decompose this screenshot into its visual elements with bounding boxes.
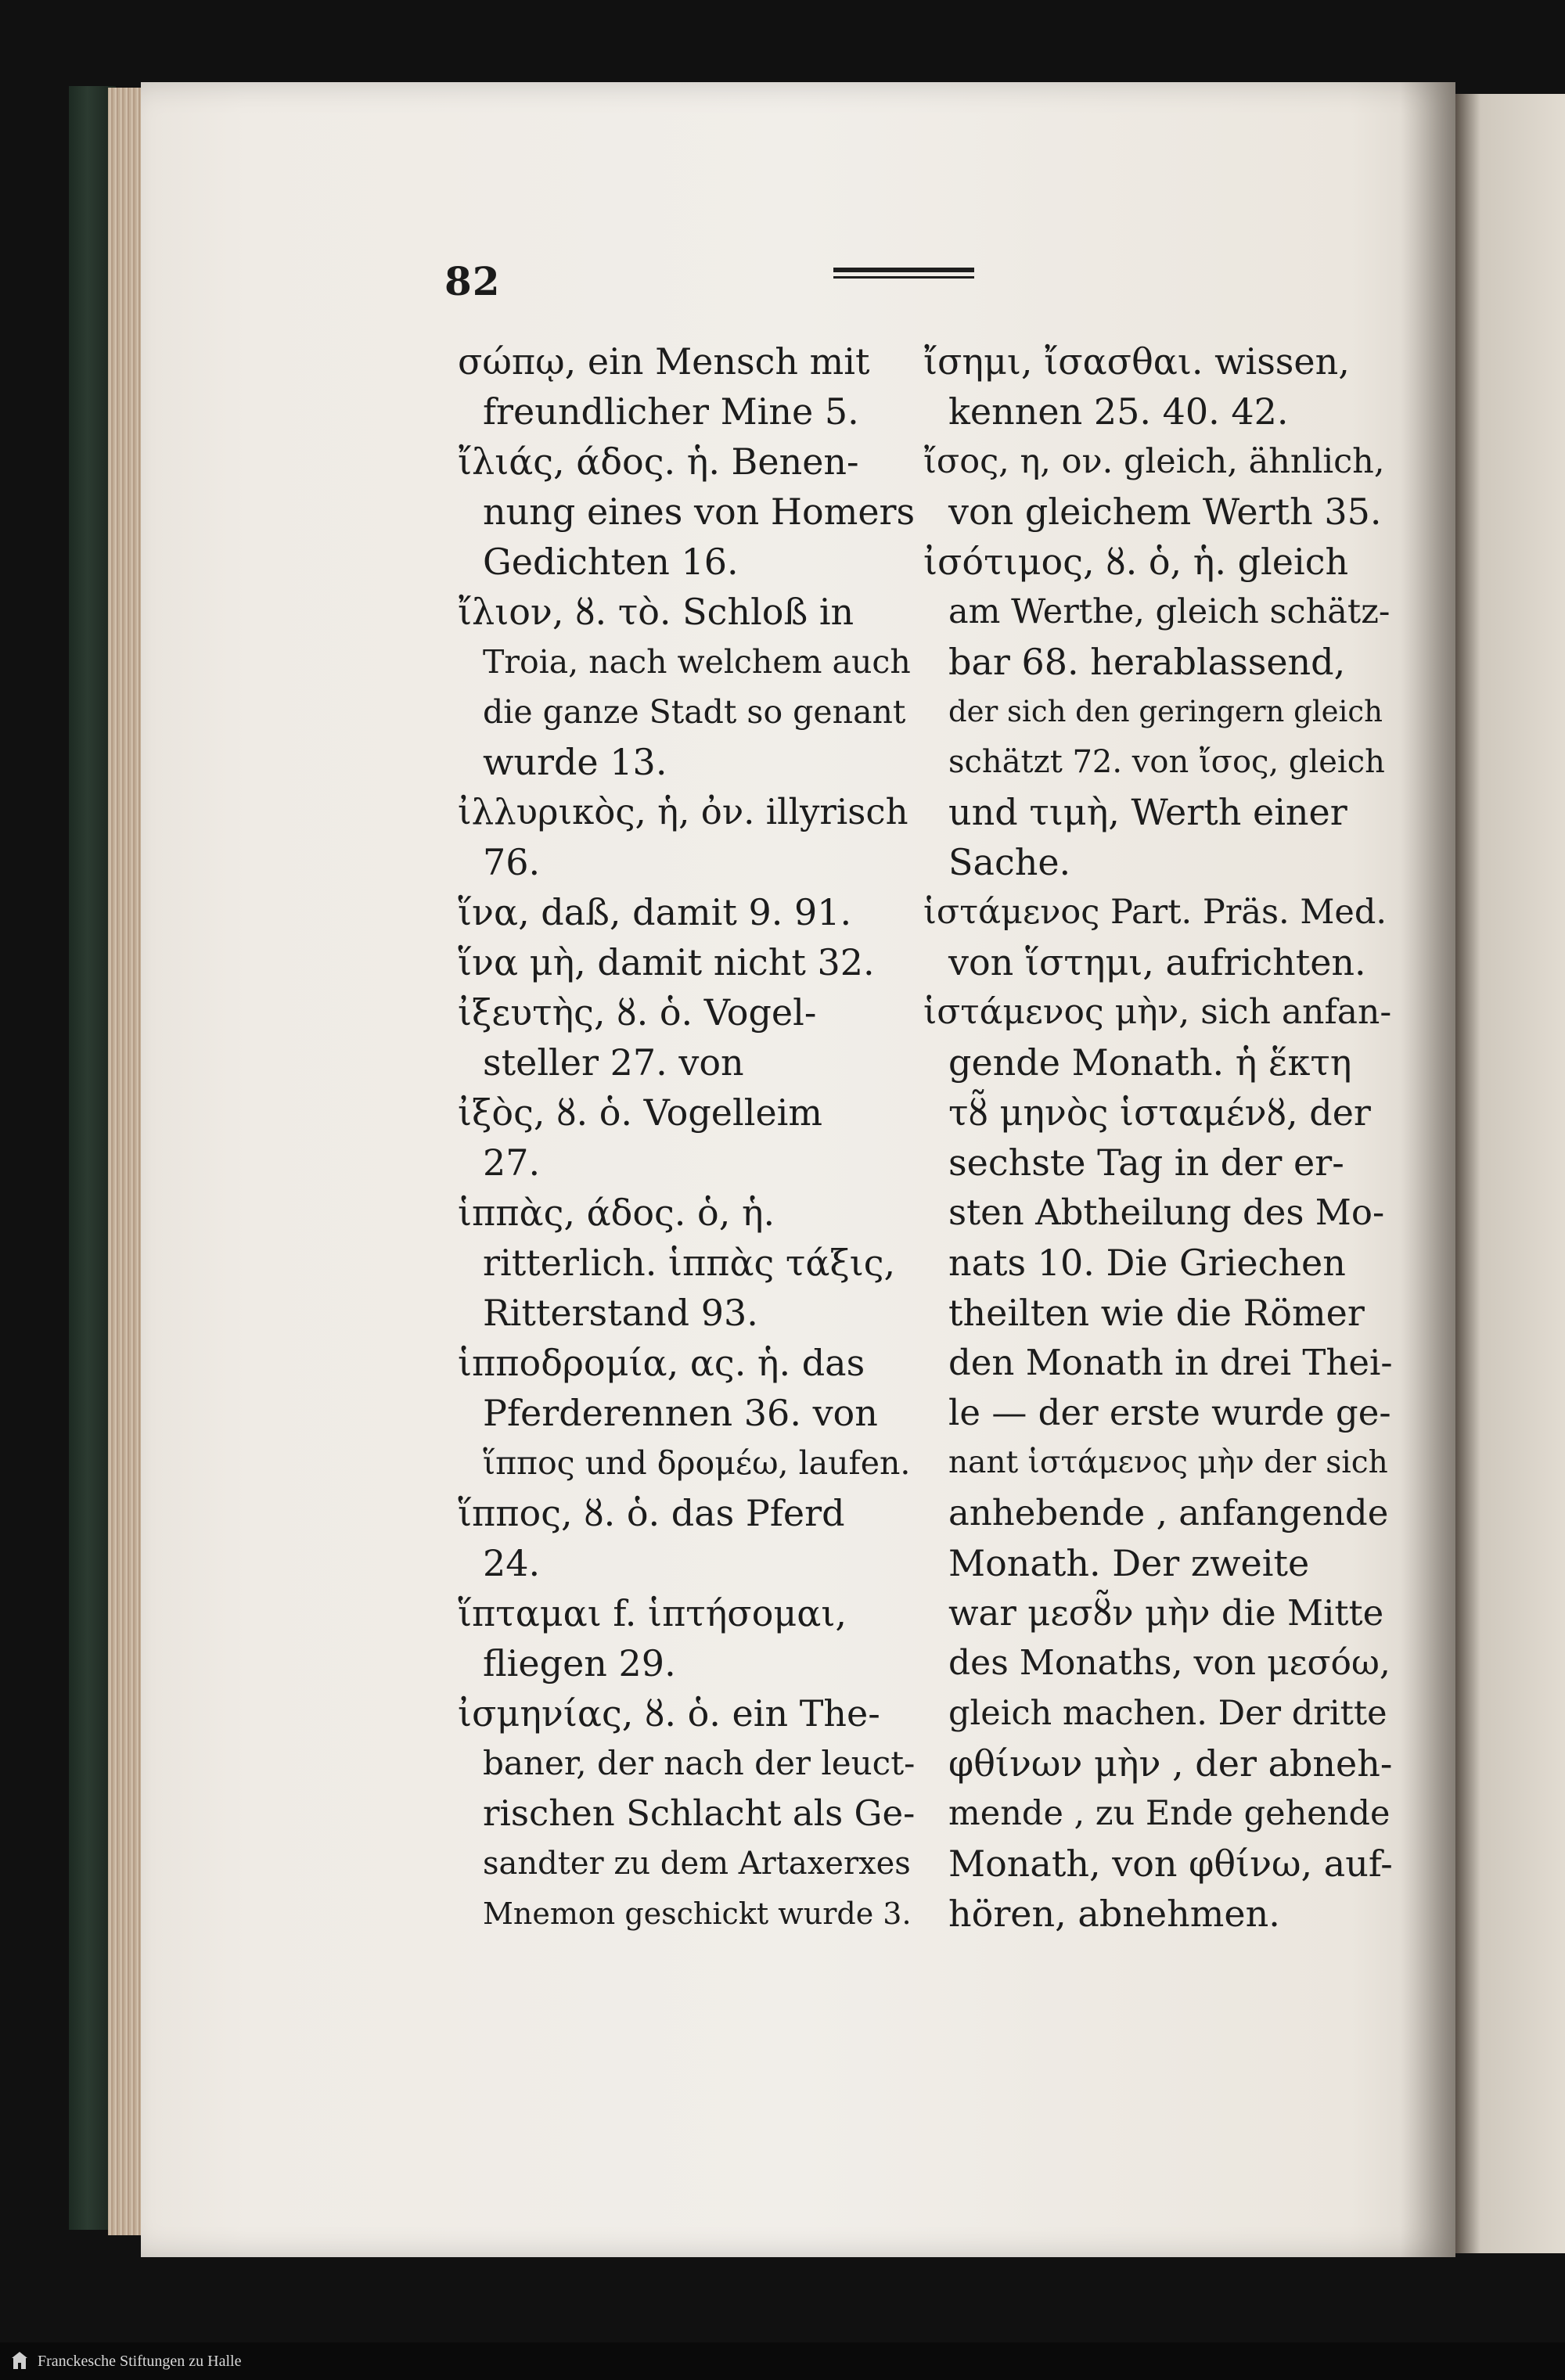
text-line: fliegen 29. bbox=[483, 1642, 676, 1684]
header-rule bbox=[833, 268, 974, 279]
text-line: theilten wie die Römer bbox=[948, 1292, 1365, 1334]
text-line: 27. bbox=[483, 1141, 541, 1184]
text-line: ἰσμηνίας, ȣ. ὁ. ein The- bbox=[458, 1692, 880, 1735]
text-line: von ἵστημι, aufrichten. bbox=[948, 941, 1366, 983]
text-line: gende Monath. ἡ ἕκτη bbox=[948, 1041, 1352, 1084]
text-line: Mnemon geschickt wurde 3. bbox=[483, 1896, 912, 1931]
text-line: den Monath in drei Thei- bbox=[948, 1342, 1393, 1383]
text-line: sechste Tag in der er- bbox=[948, 1141, 1344, 1184]
text-line: sten Abtheilung des Mo- bbox=[948, 1192, 1385, 1233]
text-line: nung eines von Homers bbox=[483, 491, 916, 533]
text-line: 24. bbox=[483, 1542, 541, 1584]
text-line: sandter zu dem Artaxerxes bbox=[483, 1846, 911, 1882]
text-line: kennen 25. 40. 42. bbox=[948, 390, 1289, 433]
text-line: Monath, von φθίνω, auf- bbox=[948, 1843, 1393, 1885]
text-line: und τιμὴ, Werth einer bbox=[948, 791, 1347, 833]
text-line: ἰσότιμος, ȣ. ὁ, ἡ. gleich bbox=[923, 541, 1349, 583]
text-line: Ritterstand 93. bbox=[483, 1292, 758, 1334]
text-line: ἵππος, ȣ. ὁ. das Pferd bbox=[458, 1492, 845, 1534]
text-line: ἵνα, daß, damit 9. 91. bbox=[458, 891, 852, 933]
right-column bbox=[923, 336, 1393, 1939]
text-line: anhebende , anfangende bbox=[948, 1492, 1389, 1533]
text-line: nant ἱστάμενος μὴν der sich bbox=[948, 1445, 1388, 1480]
left-column bbox=[458, 336, 916, 1939]
text-line: ἱστάμενος Part. Präs. Med. bbox=[923, 893, 1387, 932]
text-line: ἵνα μὴ, damit nicht 32. bbox=[458, 941, 875, 983]
text-line: ἱπποδρομία, ας. ἡ. das bbox=[458, 1342, 865, 1384]
institution-label: Franckesche Stiftungen zu Halle bbox=[38, 2353, 242, 2370]
text-line: Troia, nach welchem auch bbox=[483, 643, 911, 681]
text-line: φθίνων μὴν , der abneh- bbox=[948, 1742, 1393, 1785]
text-line: 76. bbox=[483, 841, 541, 883]
text-line: σώπῳ, ein Mensch mit bbox=[458, 340, 870, 383]
text-line: bar 68. herablassend, bbox=[948, 641, 1346, 683]
text-line: Monath. Der zweite bbox=[948, 1542, 1310, 1584]
text-line: hören, abnehmen. bbox=[948, 1893, 1280, 1935]
text-line: die ganze Stadt so genant bbox=[483, 693, 906, 731]
page-number: 82 bbox=[444, 258, 501, 304]
gutter-shadow bbox=[1401, 82, 1455, 2257]
text-line: ἴσημι, ἴσασθαι. wissen, bbox=[923, 340, 1350, 383]
text-line: am Werthe, gleich schätz- bbox=[948, 592, 1391, 631]
text-line: Sache. bbox=[948, 841, 1071, 883]
text-line: wurde 13. bbox=[483, 741, 667, 783]
text-line: ἵππος und δρομέω, laufen. bbox=[483, 1444, 911, 1482]
text-line: τȣ̃ μηνὸς ἱσταμένȣ, der bbox=[948, 1091, 1371, 1134]
text-line: war μεσȣ̃ν μὴν die Mitte bbox=[948, 1592, 1384, 1634]
text-line: ἴλιάς, άδος. ἡ. Benen- bbox=[458, 440, 859, 483]
text-line: ἱππὰς, άδος. ὁ, ἡ. bbox=[458, 1192, 775, 1234]
text-line: der sich den geringern gleich bbox=[948, 695, 1383, 728]
text-line: schätzt 72. von ἴσος, gleich bbox=[948, 744, 1385, 780]
text-line: le — der erste wurde ge- bbox=[948, 1392, 1391, 1433]
text-line: baner, der nach der leuct- bbox=[483, 1744, 916, 1782]
institution-logo-icon bbox=[11, 2350, 28, 2372]
text-line: ἴσος, η, ον. gleich, ähnlich, bbox=[923, 442, 1385, 481]
text-line: ritterlich. ἱππὰς τάξις, bbox=[483, 1242, 896, 1284]
text-line: ἰξὸς, ȣ. ὁ. Vogelleim bbox=[458, 1091, 822, 1134]
text-line: nats 10. Die Griechen bbox=[948, 1242, 1346, 1284]
text-line: des Monaths, von μεσόω, bbox=[948, 1643, 1391, 1683]
text-line: Pferderennen 36. von bbox=[483, 1392, 878, 1434]
text-line: freundlicher Mine 5. bbox=[483, 390, 859, 433]
text-line: ἴλιον, ȣ. τὸ. Schloß in bbox=[458, 591, 854, 633]
text-line: ἱστάμενος μὴν, sich anfan- bbox=[923, 992, 1392, 1032]
text-line: ἰξευτὴς, ȣ. ὁ. Vogel- bbox=[458, 991, 817, 1034]
text-line: rischen Schlacht als Ge- bbox=[483, 1792, 916, 1834]
text-line: gleich machen. Der dritte bbox=[948, 1694, 1387, 1733]
text-line: steller 27. von bbox=[483, 1041, 744, 1084]
text-line: Gedichten 16. bbox=[483, 541, 739, 583]
text-line: mende , zu Ende gehende bbox=[948, 1794, 1391, 1833]
text-line: von gleichem Werth 35. bbox=[948, 491, 1382, 533]
facing-page-edge bbox=[1455, 94, 1565, 2253]
text-line: ἰλλυρικὸς, ἡ, ὀν. illyrisch bbox=[458, 791, 908, 832]
text-line: ἵπταμαι f. ἱπτήσομαι, bbox=[458, 1592, 847, 1634]
